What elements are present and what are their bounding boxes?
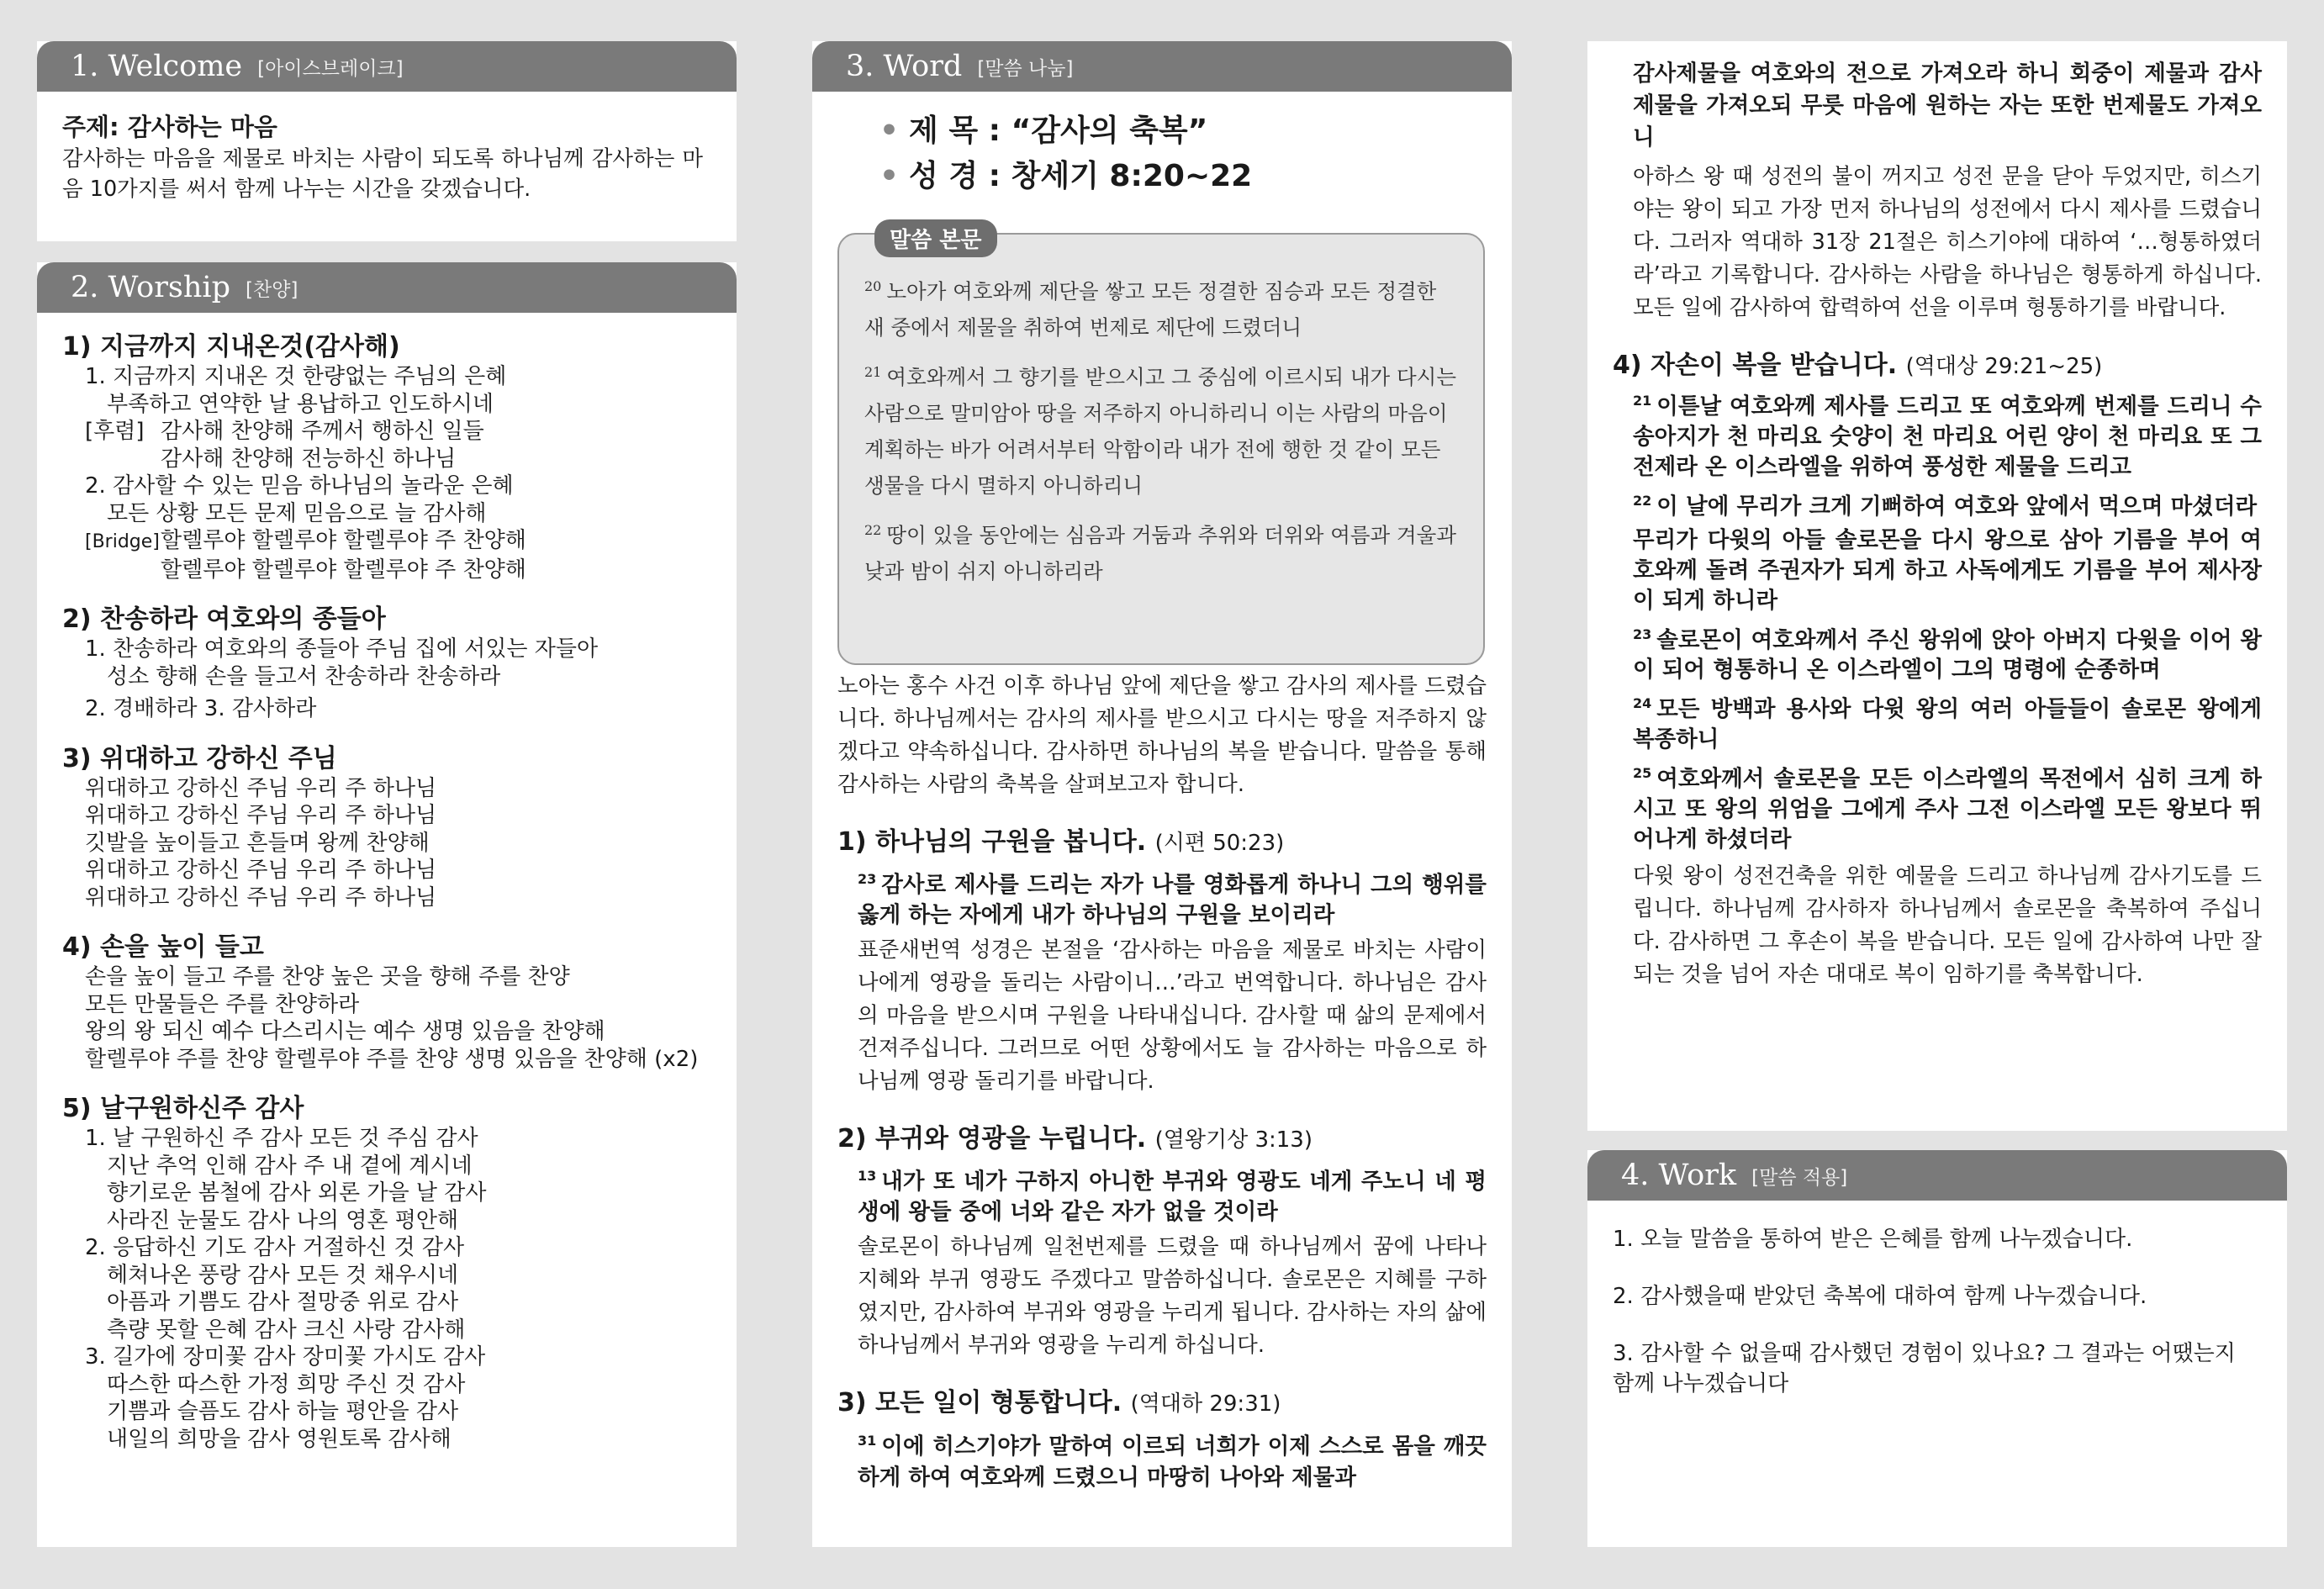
song-5-line: 2. 응답하신 기도 감사 거절하신 것 감사 — [85, 1235, 465, 1260]
welcome-panel — [37, 41, 737, 241]
work-question-1: 1. 오늘 말씀을 통하여 받은 은혜를 함께 나누겠습니다. — [1613, 1227, 2133, 1252]
point-4-verse: $^{22}$ 이 날에 무리가 크게 기뻐하여 여호와 앞에서 먹으며 마셨더라 — [1633, 492, 2258, 520]
scripture-verse: $^{22}$ 땅이 있을 동안에는 심음과 거둠과 추위와 더위와 여름과 겨울과 낮과 밤이 쉬지 아니하리라 — [864, 522, 1457, 584]
word-title: 3. Word — [846, 50, 963, 83]
song-5-line: 사라진 눈물도 감사 나의 영혼 평안해 — [107, 1207, 459, 1233]
bridge-line: 할렐루야 할렐루야 할렐루야 주 찬양해 — [161, 557, 526, 583]
song-4-title: 4) 손을 높이 들고 — [62, 932, 264, 962]
song-1-line: 모든 상황 모든 문제 믿음으로 늘 감사해 — [107, 500, 487, 526]
point-3-text: 아하스 왕 때 성전의 불이 꺼지고 성전 문을 닫아 두었지만, 히스기야는 왕이 되고 가장 먼저 하나님의 성전에서 다시 제사를 드렸습니다. 그러자 역대하 31장 21절은 히스기야에 대하여 ‘…형통하였더라’라고 기록합니다. 감사하는 사람을 하나님은 형통하게 하십니다. 모든 일에 감사하여 합력하여 선을 이루며 형통하기를 바랍니다. — [1633, 164, 2262, 320]
song-1-chorus — [62, 446, 711, 473]
point-4-ref: (역대상 29:21~25) — [1905, 354, 2103, 379]
scripture-box — [837, 228, 1485, 665]
point-4-verse: 무리가 다윗의 아들 솔로몬을 다시 왕으로 삼아 기름을 부어 여호와께 돌려 주권자가 되게 하고 사독에게도 기름을 부어 제사장이 되게 하니라 — [1633, 526, 2262, 614]
point-1-text: 표준새번역 성경은 본절을 ‘감사하는 마음을 제물로 바치는 사람이 나에게 영광을 돌리는 사람이니…’라고 번역합니다. 하나님은 감사의 마음을 받으시며 구원을 나타내십니다. 감사할 때 삶의 문제에서 건져주십니다. 그러므로 어떤 상황에서도 늘 감사하는 마음으로 하나님께 영광 돌리기를 바랍니다. — [858, 937, 1487, 1094]
song-4-line: 모든 만물들은 주를 찬양하라 — [85, 991, 360, 1017]
song-5-line: 헤쳐나온 풍랑 감사 모든 것 채우시네 — [107, 1262, 459, 1288]
point-4-title: 4) 자손이 복을 받습니다. (역대상 29:21~25) — [1613, 351, 2103, 380]
song-1-line: 부족하고 연약한 날 용납하고 인도하시네 — [107, 391, 494, 417]
song-4-line: 왕의 왕 되신 예수 다스리시는 예수 생명 있음을 찬양해 — [85, 1019, 605, 1044]
song-5-line: 기쁨과 슬픔도 감사 하늘 평안을 감사 — [107, 1399, 459, 1424]
welcome-title: 1. Welcome — [71, 50, 243, 83]
worship-header — [37, 262, 737, 313]
song-2-line: 2. 경배하라 3. 감사하라 — [85, 696, 317, 721]
song-5-title: 5) 날구원하신주 감사 — [62, 1094, 304, 1123]
chorus-line: 감사해 찬양해 주께서 행하신 일들 — [161, 419, 484, 444]
worship-title: 2. Worship — [71, 271, 231, 304]
point-3-verse-start: $^{31}$ 이에 히스기야가 말하여 이르되 너희가 이제 스스로 몸을 깨끗하게 하여 여호와께 드렸으니 마땅히 나아와 제물과 — [858, 1432, 1487, 1491]
bridge-label: [Bridge] — [85, 531, 160, 552]
point-4-text: 다윗 왕이 성전건축을 위한 예물을 드리고 하나님께 감사기도를 드립니다. 하나님께 감사하자 하나님께서 솔로몬을 축복하여 주십니다. 감사하면 그 후손이 복을 받습니다. 모든 일에 감사하여 나만 잘되는 것을 넘어 자손 대대로 복이 임하기를 축복합니다. — [1633, 863, 2262, 988]
welcome-text: 감사하는 마음을 제물로 바치는 사람이 되도록 하나님께 감사하는 마음 10가지를 써서 함께 나누는 시간을 갖겠습니다. — [62, 146, 703, 202]
point-2-ref: (열왕기상 3:13) — [1154, 1127, 1313, 1153]
point-2-title: 2) 부귀와 영광을 누립니다. (열왕기상 3:13) — [837, 1123, 1313, 1153]
bridge-line: 할렐루야 할렐루야 할렐루야 주 찬양해 — [161, 528, 526, 553]
song-3-line: 위대하고 강하신 주님 우리 주 하나님 — [85, 858, 437, 883]
song-4-line: 손을 높이 들고 주를 찬양 높은 곳을 향해 주를 찬양 — [85, 964, 570, 990]
sermon-scripture: • 성 경 : 창세기 8:20~22 — [879, 159, 1253, 193]
song-1-bridge — [62, 557, 711, 584]
worship-subtitle: [찬양] — [246, 278, 298, 301]
point-4-verse: $^{25}$ 여호와께서 솔로몬을 모든 이스라엘의 목전에서 심히 크게 하시고 또 왕의 위엄을 그에게 주사 그전 이스라엘 모든 왕보다 뛰어나게 하셨더라 — [1633, 765, 2262, 853]
point-4-verse: $^{24}$ 모든 방백과 용사와 다윗 왕의 여러 아들들이 솔로몬 왕에게 복종하니 — [1633, 695, 2262, 753]
song-5-line: 내일의 희망을 감사 영원토록 감사해 — [107, 1426, 452, 1452]
song-3-line: 위대하고 강하신 주님 우리 주 하나님 — [85, 803, 437, 828]
word-continued-panel — [1587, 41, 2287, 1131]
scripture-verse: $^{20}$ 노아가 여호와께 제단을 쌓고 모든 정결한 짐승과 모든 정결한 새 중에서 제물을 취하여 번제로 제단에 드렸더니 — [864, 278, 1437, 340]
song-1-chorus — [62, 418, 711, 446]
point-4-verse: $^{21}$ 이튿날 여호와께 제사를 드리고 또 여호와께 번제를 드리니 수송아지가 천 마리요 숫양이 천 마리요 어린 양이 천 마리요 또 그 전제라 온 이스라엘을 위하여 풍성한 제물을 드리고 — [1633, 393, 2262, 480]
point-3-title: 3) 모든 일이 형통합니다. (역대하 29:31) — [837, 1387, 1281, 1417]
worship-panel — [37, 262, 737, 1547]
sermon-title: • 제 목 : “감사의 축복” — [879, 114, 1208, 148]
welcome-header — [37, 41, 737, 92]
song-1-title: 1) 지금까지 지내온것(감사해) — [62, 332, 400, 362]
sermon-intro: 노아는 홍수 사건 이후 하나님 앞에 제단을 쌓고 감사의 제사를 드렸습니다. 하나님께서는 감사의 제사를 받으시고 다시는 땅을 저주하지 않겠다고 약속하십니다. 감사하면 하나님의 복을 받습니다. 말씀을 통해 감사하는 사람의 축복을 살펴보고자 합니다. — [837, 673, 1487, 797]
song-2-line: 성소 향해 손을 들고서 찬송하라 찬송하라 — [107, 663, 501, 689]
song-3-line: 위대하고 강하신 주님 우리 주 하나님 — [85, 884, 437, 911]
welcome-subtitle: [아이스브레이크] — [257, 57, 404, 80]
song-5-line: 향기로운 봄철에 감사 외론 가을 날 감사 — [107, 1180, 487, 1206]
point-4-verse: $^{23}$ 솔로몬이 여호와께서 주신 왕위에 앉아 아버지 다윗을 이어 왕이 되어 형통하니 온 이스라엘이 그의 명령에 순종하며 — [1633, 626, 2262, 684]
song-5-line: 1. 날 구원하신 주 감사 모든 것 주심 감사 — [85, 1126, 478, 1151]
work-question-3: 3. 감사할 수 없을때 감사했던 경험이 있나요? 그 결과는 어땠는지 함께 나누겠습니다 — [1613, 1341, 2236, 1396]
work-subtitle: [말씀 적용] — [1751, 1166, 1848, 1189]
scripture-verse: $^{21}$ 여호와께서 그 향기를 받으시고 그 중심에 이르시되 내가 다시는 사람으로 말미암아 땅을 저주하지 아니하리니 이는 사람의 마음이 계획하는 바가 어려서부터 악함이라 내가 전에 행한 것 같이 모든 생물을 다시 멸하지 아니하리니 — [864, 364, 1457, 499]
song-2-title: 2) 찬송하라 여호와의 종들아 — [62, 604, 386, 634]
point-3-ref: (역대하 29:31) — [1130, 1391, 1281, 1417]
song-1-bridge — [62, 527, 711, 557]
song-5-line: 지난 추억 인해 감사 주 내 곁에 계시네 — [107, 1153, 473, 1179]
word-panel — [812, 41, 1512, 1547]
song-5-line: 측량 못할 은혜 감사 크신 사랑 감사해 — [107, 1317, 466, 1343]
song-5-line: 따스한 따스한 가정 희망 주신 것 감사 — [107, 1371, 466, 1397]
chorus-label: [후렴] — [85, 419, 145, 444]
point-1-verse: $^{23}$ 감사로 제사를 드리는 자가 나를 영화롭게 하나니 그의 행위를 옳게 하는 자에게 내가 하나님의 구원을 보이리라 — [858, 871, 1487, 928]
song-5-line: 아픔과 기쁨도 감사 절망중 위로 감사 — [107, 1290, 459, 1315]
point-2-text: 솔로몬이 하나님께 일천번제를 드렸을 때 하나님께서 꿈에 나타나 지혜와 부귀 영광도 주겠다고 말씀하십니다. 솔로몬은 지혜를 구하였지만, 감사하여 부귀와 영광을 누리게 됩니다. 감사하는 자의 삶에 하나님께서 부귀와 영광을 누리게 하십니다. — [858, 1233, 1487, 1358]
work-header — [1587, 1150, 2287, 1201]
work-question-2: 2. 감사했을때 받았던 축복에 대하여 함께 나누겠습니다. — [1613, 1284, 2147, 1309]
point-1-ref: (시편 50:23) — [1154, 831, 1285, 856]
song-5-line: 3. 길가에 장미꽃 감사 장미꽃 가시도 감사 — [85, 1344, 486, 1370]
work-panel — [1587, 1150, 2287, 1547]
song-3-line: 깃발을 높이들고 흔들며 왕께 찬양해 — [85, 830, 430, 856]
word-header — [812, 41, 1512, 92]
point-1-title: 1) 하나님의 구원을 봅니다. (시편 50:23) — [837, 827, 1285, 857]
song-3-title: 3) 위대하고 강하신 주님 — [62, 743, 337, 773]
song-4-line: 할렐루야 주를 찬양 할렐루야 주를 찬양 생명 있음을 찬양해 (x2) — [85, 1046, 699, 1072]
song-3-line: 위대하고 강하신 주님 우리 주 하나님 — [85, 775, 437, 801]
song-1-line: 2. 감사할 수 있는 믿음 하나님의 놀라운 은혜 — [85, 473, 514, 499]
chorus-line: 감사해 찬양해 전능하신 하나님 — [161, 446, 457, 472]
song-2-line: 1. 찬송하라 여호와의 종들아 주님 집에 서있는 자들아 — [85, 636, 599, 662]
scripture-box-label: 말씀 본문 — [874, 219, 997, 257]
work-title: 4. Work — [1621, 1159, 1737, 1192]
point-3-verse-end: 감사제물을 여호와의 전으로 가져오라 하니 회중이 제물과 감사제물을 가져오되 무릇 마음에 원하는 자는 또한 번제물도 가져오니 — [1633, 61, 2262, 150]
welcome-topic: 주제: 감사하는 마음 — [62, 113, 277, 141]
song-1-line: 1. 지금까지 지내온 것 한량없는 주님의 은혜 — [85, 364, 507, 389]
point-2-verse: $^{13}$ 내가 또 네가 구하지 아니한 부귀와 영광도 네게 주노니 네 평생에 왕들 중에 너와 같은 자가 없을 것이라 — [858, 1167, 1487, 1225]
word-subtitle: [말씀 나눔] — [977, 57, 1074, 80]
